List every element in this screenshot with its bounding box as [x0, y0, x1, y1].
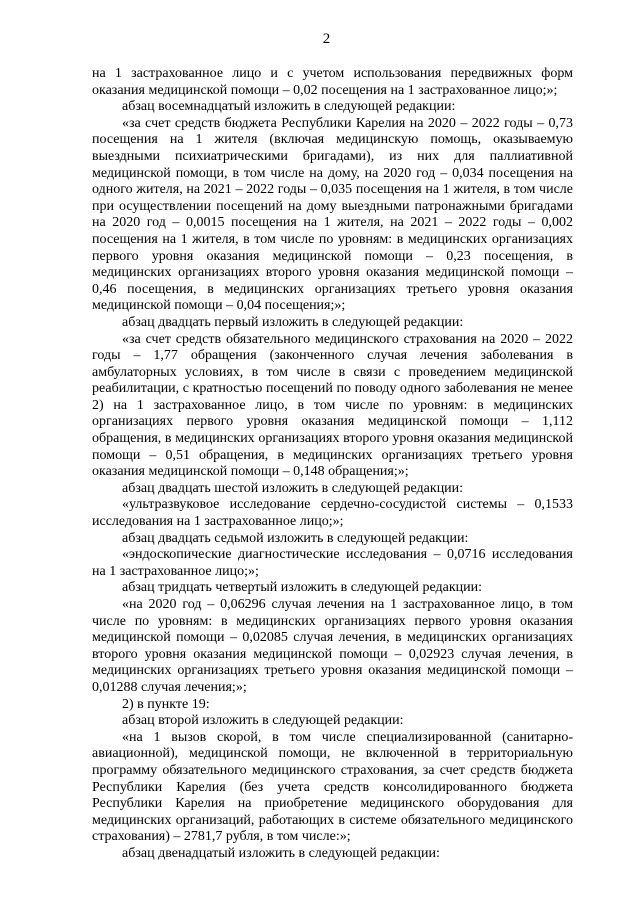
paragraph-continuation: на 1 застрахованное лицо и с учетом использования передвижных форм оказания медицинской помощи – 0,02 посещения на 1 застрахованное лицо;»;: [92, 66, 573, 98]
document-body: [92, 66, 573, 863]
paragraph-instruction: абзац двадцать первый изложить в следующей редакции:: [122, 314, 464, 330]
page-number: 2: [322, 31, 331, 47]
document-page: [92, 30, 573, 863]
paragraph-quoted-amendment: «на 2020 год – 0,06296 случая лечения на 1 застрахованное лицо, в том числе по уровням: в медицинских организациях первого уровня оказания медицинской помощи – 0,02085 случая лечения, в медицинских организациях второго уровня оказания медицинской помощи – 0,02923 случая лечения, в медицинских организациях третьего уровня оказания медицинской помощи – 0,01288 случая лечения;»;: [92, 597, 573, 695]
paragraph-instruction: абзац двадцать седьмой изложить в следующей редакции:: [122, 530, 469, 546]
paragraph-quoted-amendment: «эндоскопические диагностические исследования – 0,0716 исследования на 1 застрахованное лицо;»;: [92, 547, 573, 579]
paragraph-instruction: абзац восемнадцатый изложить в следующей редакции:: [122, 99, 456, 115]
paragraph-quoted-amendment: «на 1 вызов скорой, в том числе специализированной (санитарно-авиационной), медицинской помощи, не включенной в территориальную программу обязательного медицинского страхования, за счет средств бюджета Республики Карелия (без учета средств консолидированного бюджета Республики Карелия на приобретение медицинского оборудования для медицинских организаций, работающих в системе обязательного медицинского страхования) – 2781,7 рубля, в том числе:»;: [92, 729, 573, 845]
paragraph-instruction: абзац тридцать четвертый изложить в следующей редакции:: [122, 580, 483, 596]
paragraph-item-heading: 2) в пункте 19:: [122, 696, 210, 712]
paragraph-quoted-amendment: «ультразвуковое исследование сердечно-сосудистой системы – 0,1533 исследования на 1 застрахованное лицо;»;: [92, 497, 573, 530]
paragraph-quoted-amendment: «за счет средств бюджета Республики Карелия на 2020 – 2022 годы – 0,73 посещения на 1 жителя (включая медицинскую помощь, оказываемую выездными психиатрическими бригадами), из них для паллиативной медицинской помощи, в том числе на дому, на 2020 год – 0,034 посещения на одного жителя, на 2021 – 2022 годы – 0,035 посещения на 1 жителя, в том числе при осуществлении посещений на дому выездными патронажными бригадами на 2020 год – 0,0015 посещения на 1 жителя, на 2021 – 2022 годы – 0,002 посещения на 1 жителя, в том числе по уровням: в медицинских организациях первого уровня оказания медицинской помощи – 0,23 посещения, в медицинских организациях второго уровня оказания медицинской помощи – 0,46 посещения, в медицинских организациях третьего уровня оказания медицинской помощи – 0,04 посещения;»;: [92, 115, 573, 314]
paragraph-instruction: абзац двадцать шестой изложить в следующей редакции:: [122, 480, 464, 496]
paragraph-quoted-amendment: «за счет средств обязательного медицинского страхования на 2020 – 2022 годы – 1,77 обращения (законченного случая лечения заболевания в амбулаторных условиях, в том числе в связи с проведением медицинской реабилитации, с кратностью посещений по поводу одного заболевания не менее 2) на 1 застрахованное лицо, в том числе по уровням: в медицинских организациях первого уровня оказания медицинской помощи – 1,112 обращения, в медицинских организациях второго уровня оказания медицинской помощи – 0,51 обращения, в медицинских организациях третьего уровня оказания медицинской помощи – 0,148 обращения;»;: [92, 331, 573, 480]
paragraph-instruction: абзац двенадцатый изложить в следующей редакции:: [122, 845, 440, 861]
paragraph-instruction: абзац второй изложить в следующей редакции:: [122, 713, 404, 729]
